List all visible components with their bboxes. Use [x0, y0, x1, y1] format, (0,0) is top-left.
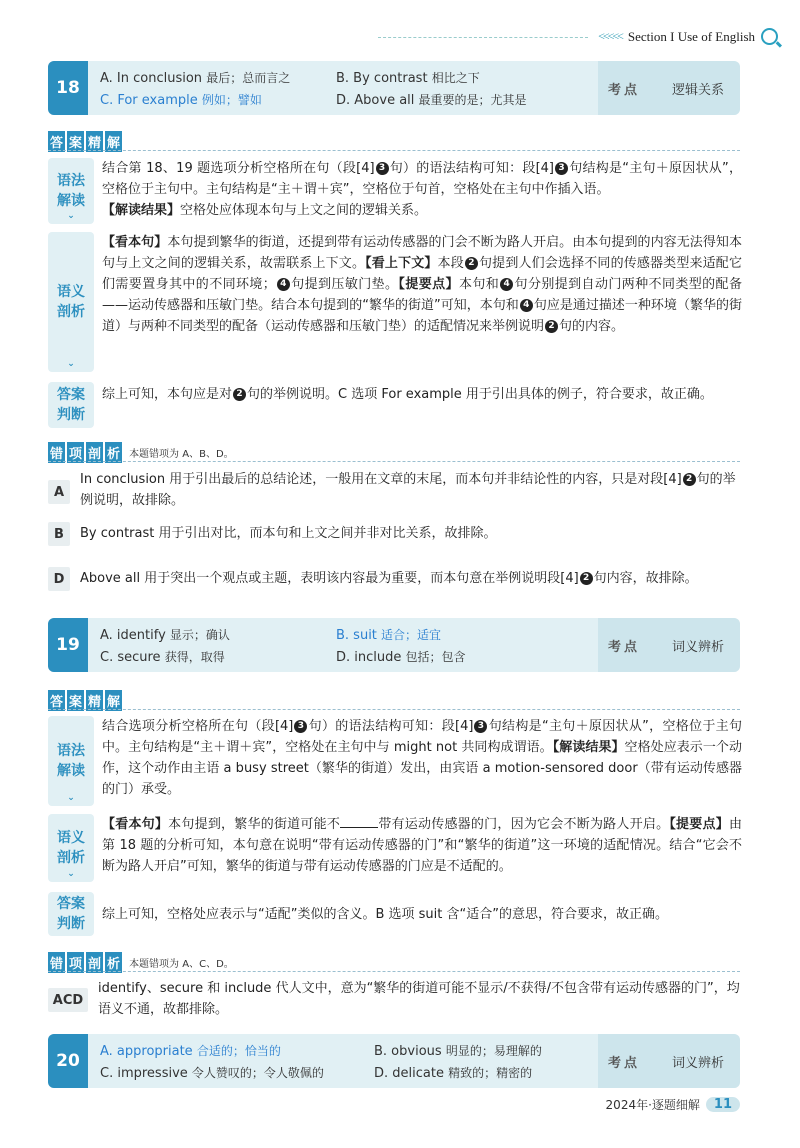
answer-judgement-label: 答案判断 — [48, 892, 94, 936]
arrows-decoration: <<<<< — [598, 29, 622, 43]
error-acd-text: identify、secure 和 include 代人文中，意为“繁华的街道可能不显示/不获得/不包含带有运动传感器的门”，均语义不通，故都排除。 — [98, 981, 740, 1017]
option-b: B. obvious 明显的；易理解的 — [374, 1044, 542, 1059]
answer-judgement-text: 综上可知，空格处应表示与“适配”类似的含义。B 选项 suit 含“适合”的意思，符合要求，故正确。 — [102, 907, 668, 922]
option-b-correct: B. suit 适合；适宜 — [336, 628, 442, 643]
question-19-box — [48, 618, 740, 672]
kaodian-label: 考点 — [608, 83, 641, 98]
kaodian-panel — [598, 1034, 740, 1088]
page-number: 11 — [706, 1097, 740, 1112]
grammar-analysis-text: 结合第 18、19 题选项分析空格所在句（段[4] 3 句）的语法结构可知：段[4] 3 句结构是“主句＋原因状从”，空格位于主句中。主句结构是“主＋谓＋宾”，空格位于句首，空格处在主句中作插入语。 【解读结果】空格处应体现本句与上文之间的逻辑关系。 — [102, 161, 742, 218]
error-d-text: Above all 用于突出一个观点或主题，表明该内容最为重要，而本句意在举例说明段[4] 2 句内容，故排除。 — [80, 571, 698, 586]
error-option-d: D — [48, 567, 70, 591]
kaodian-value: 词义辨析 — [672, 1056, 725, 1071]
kaodian-value: 词义辨析 — [672, 640, 725, 655]
semantic-label: 语义剖析 ⌄ — [48, 232, 94, 372]
semantic-analysis-text: 【看本句】本句提到繁华的街道，还提到带有运动传感器的门会不断为路人开启。由本句提到的内容无法得知本句与上文之间的逻辑关系，故需联系上下文。【看上下文】本段 2 句提到人们会选择不同的传感器类型来适配它们需要置身其中的不同环境； 4 句提到压敏门垫。【提要点】本句和 4 句分别提到自动门两种不同类型的配备——运动传感器和压敏门垫。结合本句提到的“繁华的街道”可知，本句和 4 句应是通过描述一种环境（繁华的街道）与两种不同类型的配备（运动传感器和压敏门垫）的适配情况来举例说明 2 句的内容。 — [102, 235, 742, 334]
option-c: C. secure 获得，取得 — [100, 650, 225, 665]
option-a: A. identify 显示；确认 — [100, 628, 230, 643]
error-option-acd: ACD — [48, 988, 88, 1012]
error-option-a: A — [48, 480, 70, 504]
error-analysis-title: 错 项 剖 析 本题错项为 A、C、D。 — [48, 952, 234, 973]
question-number: 20 — [48, 1034, 88, 1088]
option-a-correct: A. appropriate 合适的；恰当的 — [100, 1044, 281, 1059]
question-number: 19 — [48, 618, 88, 672]
answer-analysis-title: 答 案 精 解 — [48, 131, 122, 152]
footer-label: 2024年·逐题细解 — [605, 1098, 700, 1112]
search-icon — [761, 28, 778, 45]
answer-judgement-text: 综上可知，本句应是对 2 句的举例说明。C 选项 For example 用于引出具体的例子，符合要求，故正确。 — [102, 387, 713, 402]
running-header — [598, 28, 778, 45]
semantic-label: 语义剖析 ⌄ — [48, 814, 94, 882]
option-d: D. include 包括；包含 — [336, 650, 466, 665]
answer-judgement-label: 答案判断 — [48, 382, 94, 428]
semantic-analysis-text: 【看本句】本句提到，繁华的街道可能不 带有运动传感器的门，因为它会不断为路人开启。【提要点】由第 18 题的分析可知，本句意在说明“带有运动传感器的门”和“繁华的街道”这一环境的适配情况。结合“它会不断为路人开启”可知，繁华的街道与带有运动传感器的门应是不适配的。 — [102, 817, 742, 874]
kaodian-value: 逻辑关系 — [672, 83, 725, 98]
kaodian-label: 考点 — [608, 1056, 641, 1071]
error-analysis-title: 错 项 剖 析 本题错项为 A、B、D。 — [48, 442, 234, 463]
error-a-text: In conclusion 用于引出最后的总结论述，一般用在文章的末尾，而本句并非结论性的内容，只是对段[4] 2 句的举例说明，故排除。 — [80, 472, 736, 508]
option-b: B. By contrast 相比之下 — [336, 71, 480, 86]
option-c: C. impressive 令人赞叹的；令人敬佩的 — [100, 1066, 324, 1081]
answer-analysis-title: 答 案 精 解 — [48, 690, 122, 711]
option-a: A. In conclusion 最后；总而言之 — [100, 71, 291, 86]
blank-line — [340, 815, 378, 828]
grammar-analysis-text: 结合选项分析空格所在句（段[4] 3 句）的语法结构可知：段[4] 3 句结构是“主句＋原因状从”，空格位于主句中。主句结构是“主＋谓＋宾”，空格处在主句中与 might not 共同构成谓语。【解读结果】空格处应表示一个动作，这个动作由主语 a busy street（繁华的街道）发出，由宾语 a motion-sensored door（带有运动传感器的门）承受。 — [102, 719, 742, 797]
option-d: D. Above all 最重要的是；尤其是 — [336, 93, 527, 108]
option-c-correct: C. For example 例如；譬如 — [100, 93, 262, 108]
question-20-box — [48, 1034, 740, 1088]
question-18-box — [48, 61, 740, 115]
error-b-text: By contrast 用于引出对比，而本句和上文之间并非对比关系，故排除。 — [80, 526, 497, 541]
grammar-label: 语法解读 ⌄ — [48, 158, 94, 224]
question-number: 18 — [48, 61, 88, 115]
kaodian-panel — [598, 61, 740, 115]
kaodian-panel — [598, 618, 740, 672]
kaodian-label: 考点 — [608, 640, 641, 655]
grammar-label: 语法解读 ⌄ — [48, 716, 94, 806]
option-d: D. delicate 精致的；精密的 — [374, 1066, 533, 1081]
page-footer — [606, 1096, 740, 1113]
section-title: Section I Use of English — [627, 28, 755, 44]
error-option-b: B — [48, 522, 70, 546]
